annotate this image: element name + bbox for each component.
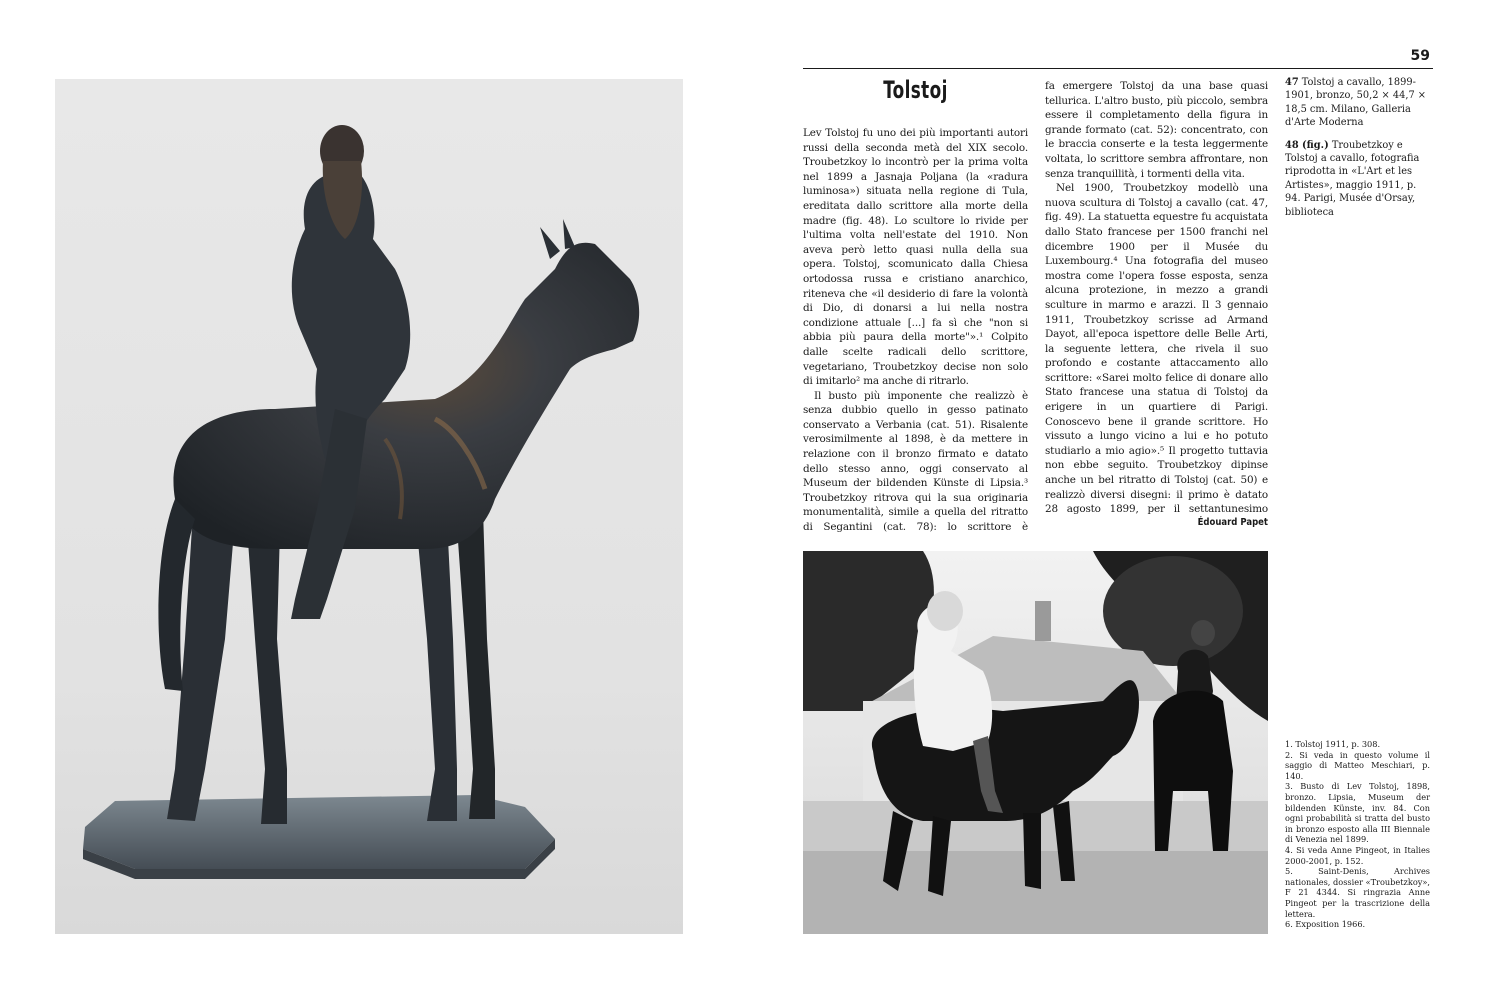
sculpture-photo: [55, 79, 683, 934]
footnote: 3. Busto di Lev Tolstoj, 1898, bronzo. Lipsia, Museum der bildenden Künste, inv. 84. Con ogni probabilità si tratta del busto in bronzo esposto alla III Biennale di Venezia nel 1899.: [1285, 781, 1430, 845]
page-number: 59: [1410, 48, 1430, 64]
caption-47: [1285, 76, 1430, 130]
article-title: Tolstoj: [883, 76, 948, 104]
caption-number: 47: [1285, 77, 1299, 88]
author-signature: Édouard Papet: [1197, 517, 1268, 528]
footnote: 5. Saint-Denis, Archives nationales, dossier «Troubetzkoy», F 21 4344. Si ringrazia Anne Pingeot per la trascrizione della lettera.: [1285, 866, 1430, 919]
caption-text: Troubetzkoy e Tolstoj a cavallo, fotografia riprodotta in «L'Art et les Artistes», maggio 1911, p. 94. Parigi, Musée d'Orsay, biblioteca: [1285, 139, 1420, 218]
captions: [1285, 76, 1430, 228]
paragraph: Il busto più imponente che realizzò è senza dubbio quello in gesso patinato conservato a Verbania (cat. 51). Risalente verosimilmente al 1898, è da mettere in relazione con il bronzo firmato e datato dello stesso anno, oggi conservato al Museum der bildenden Künste di Lipsia.³ Troubetzkoy ritrova qui la sua originaria monumentalità, simile a quella del ritratto di Segantini (cat. 78): lo scrittore è: [803, 389, 1028, 534]
footnote: 6. Exposition 1966.: [1285, 919, 1366, 930]
caption-text: Tolstoj a cavallo, 1899-1901, bronzo, 50,2 × 44,7 × 18,5 cm. Milano, Galleria d'Arte Moderna: [1285, 77, 1426, 129]
paragraph: Lev Tolstoj fu uno dei più importanti autori russi della seconda metà del XIX secolo. Troubetzkoy lo incontrò per la prima volta nel 1899 a Jasnaja Poljana (la «radura luminosa») situata nella regione di Tula, ereditata dallo scrittore alla morte della madre (fig. 48). Lo scultore lo rivide per l'ultima volta nell'estate del 1910. Non aveva però letto quasi nulla della sua opera. Tolstoj, scomunicato dalla Chiesa ortodossa russa e cristiano anarchico, riteneva che «il desiderio di fare la volontà di Dio, di donarsi a lui nella nostra condizione attuale [...] fa sì che "non si abbia più paura della morte"».¹ Colpito dalle scelte radicali dello scrittore, vegetariano, Troubetzkoy decise non solo di imitarlo² ma anche di ritrarlo.: [803, 127, 1028, 388]
text-column-1: [803, 126, 1028, 536]
footnotes: [1285, 739, 1430, 930]
caption-48: [1285, 139, 1430, 219]
text-column-2: [1045, 79, 1268, 519]
header-rule: [803, 68, 1433, 69]
footnote: 4. Si veda Anne Pingeot, in Italies 2000-2001, p. 152.: [1285, 844, 1430, 866]
historic-photo: [803, 551, 1268, 934]
footnote: 2. Si veda in questo volume il saggio di Matteo Meschiari, p. 140.: [1285, 749, 1430, 781]
paragraph: Nel 1900, Troubetzkoy modellò una nuova scultura di Tolstoj a cavallo (cat. 47, fig. 49). La statuetta equestre fu acquistata dallo Stato francese per 1500 franchi nel dicembre 1900 per il Musée du Luxembourg.⁴ Una fotografia del museo mostra come l'opera fosse esposta, senza alcuna protezione, in mezzo a grandi sculture in marmo e arazzi. Il 3 gennaio 1911, Troubetzkoy scrisse ad Armand Dayot, all'epoca ispettore delle Belle Arti, la seguente lettera, che rivela il suo profondo e costante attaccamento allo scrittore: «Sarei molto felice di donare allo Stato francese una statua di Tolstoj da erigere in un quartiere di Parigi. Conoscevo bene il grande scrittore. Ho vissuto a lungo vicino a lui e ho potuto studiarlo a mio agio».⁵ Il progetto tuttavia non ebbe seguito. Troubetzkoy dipinse anche un bel ritratto di Tolstoj (cat. 50) e realizzò diversi disegni: il primo è datato 28 agosto 1899, per il settantunesimo: [1045, 182, 1268, 516]
footnote: 1. Tolstoj 1911, p. 308.: [1285, 739, 1381, 749]
caption-number: 48 (fig.): [1285, 139, 1329, 151]
paragraph: fa emergere Tolstoj da una base quasi tellurica. L'altro busto, più piccolo, sembra essere il completamento della figura in grande formato (cat. 52): concentrato, con le braccia conserte e la testa leggermente voltata, lo scrittore sembra affrontare, non senza tranquillità, i tormenti della vita.: [1045, 80, 1268, 180]
